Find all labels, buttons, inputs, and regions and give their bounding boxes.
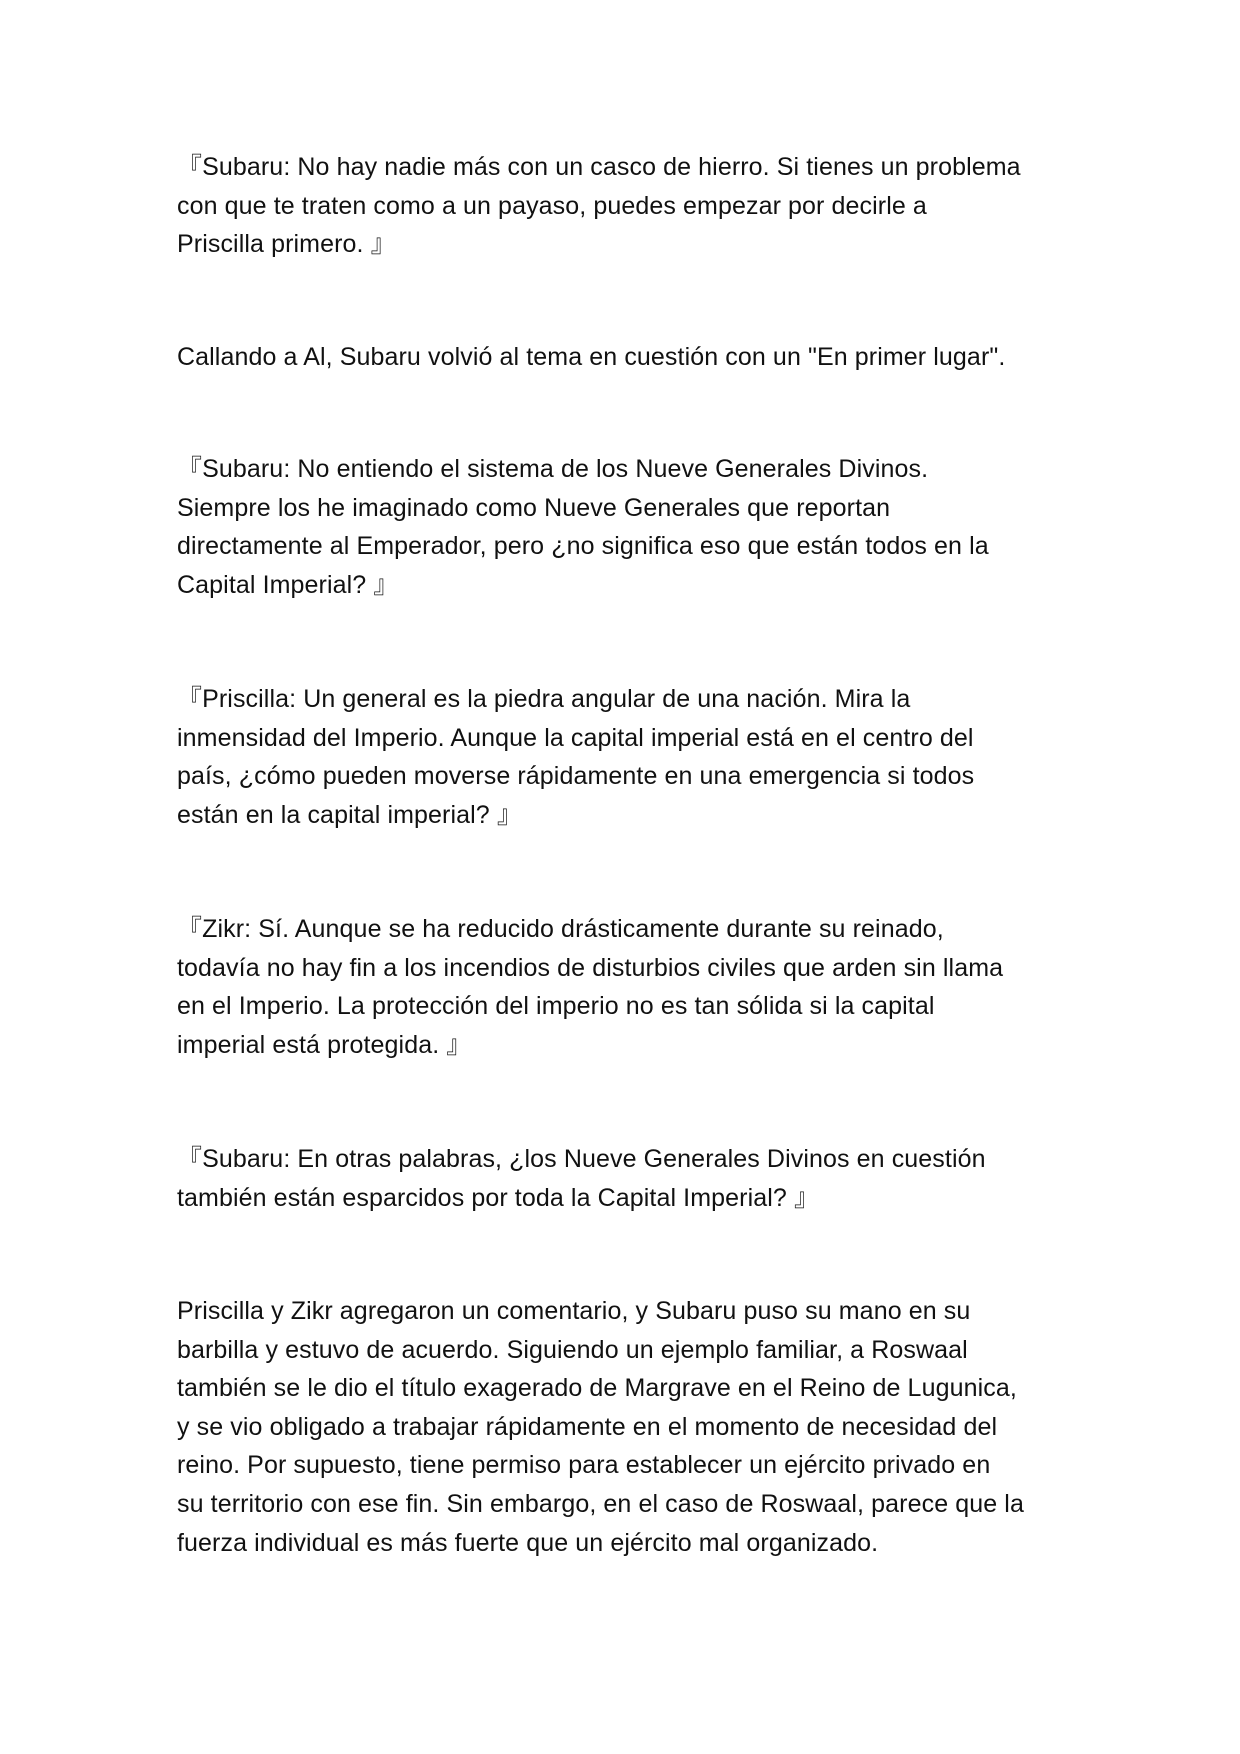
paragraph-callando-a-al: Callando a Al, Subaru volvió al tema en cuestión con un "En primer lugar". <box>177 343 1006 371</box>
paragraph-subaru-casco: 『Subaru: No hay nadie más con un casco de hierro. Si tienes un problema con que te traten como a un payaso, puedes empezar por decirle a Priscilla primero. 』 <box>177 153 1021 259</box>
paragraph-subaru-sistema: 『Subaru: No entiendo el sistema de los Nueve Generales Divinos. Siempre los he imaginado como Nueve Generales que reportan directamente al Emperador, pero ¿no significa eso que están todos en la Capital Imperial? 』 <box>177 455 989 599</box>
paragraph-subaru-esparcidos: 『Subaru: En otras palabras, ¿los Nueve Generales Divinos en cuestión también están esparcidos por toda la Capital Imperial? 』 <box>177 1145 986 1212</box>
paragraph-zikr-reinado: 『Zikr: Sí. Aunque se ha reducido drásticamente durante su reinado, todavía no hay fin a los incendios de disturbios civiles que arden sin llama en el Imperio. La protección del imperio no es tan sólida si la capital imperial está protegida. 』 <box>177 915 1004 1059</box>
paragraph-priscilla-general: 『Priscilla: Un general es la piedra angular de una nación. Mira la inmensidad del Imperio. Aunque la capital imperial está en el centro del país, ¿cómo pueden moverse rápidamente en una emergencia si todos están en la capital imperial? 』 <box>177 685 975 829</box>
paragraph-narration-roswaal: Priscilla y Zikr agregaron un comentario, y Subaru puso su mano en su barbilla y estuvo de acuerdo. Siguiendo un ejemplo familiar, a Roswaal también se le dio el título exagerado de Margrave en el Reino de Lugunica, y se vio obligado a trabajar rápidamente en el momento de necesidad del reino. Por supuesto, tiene permiso para establecer un ejército privado en su territorio con ese fin. Sin embargo, en el caso de Roswaal, parece que la fuerza individual es más fuerte que un ejército mal organizado. <box>177 1297 1024 1557</box>
